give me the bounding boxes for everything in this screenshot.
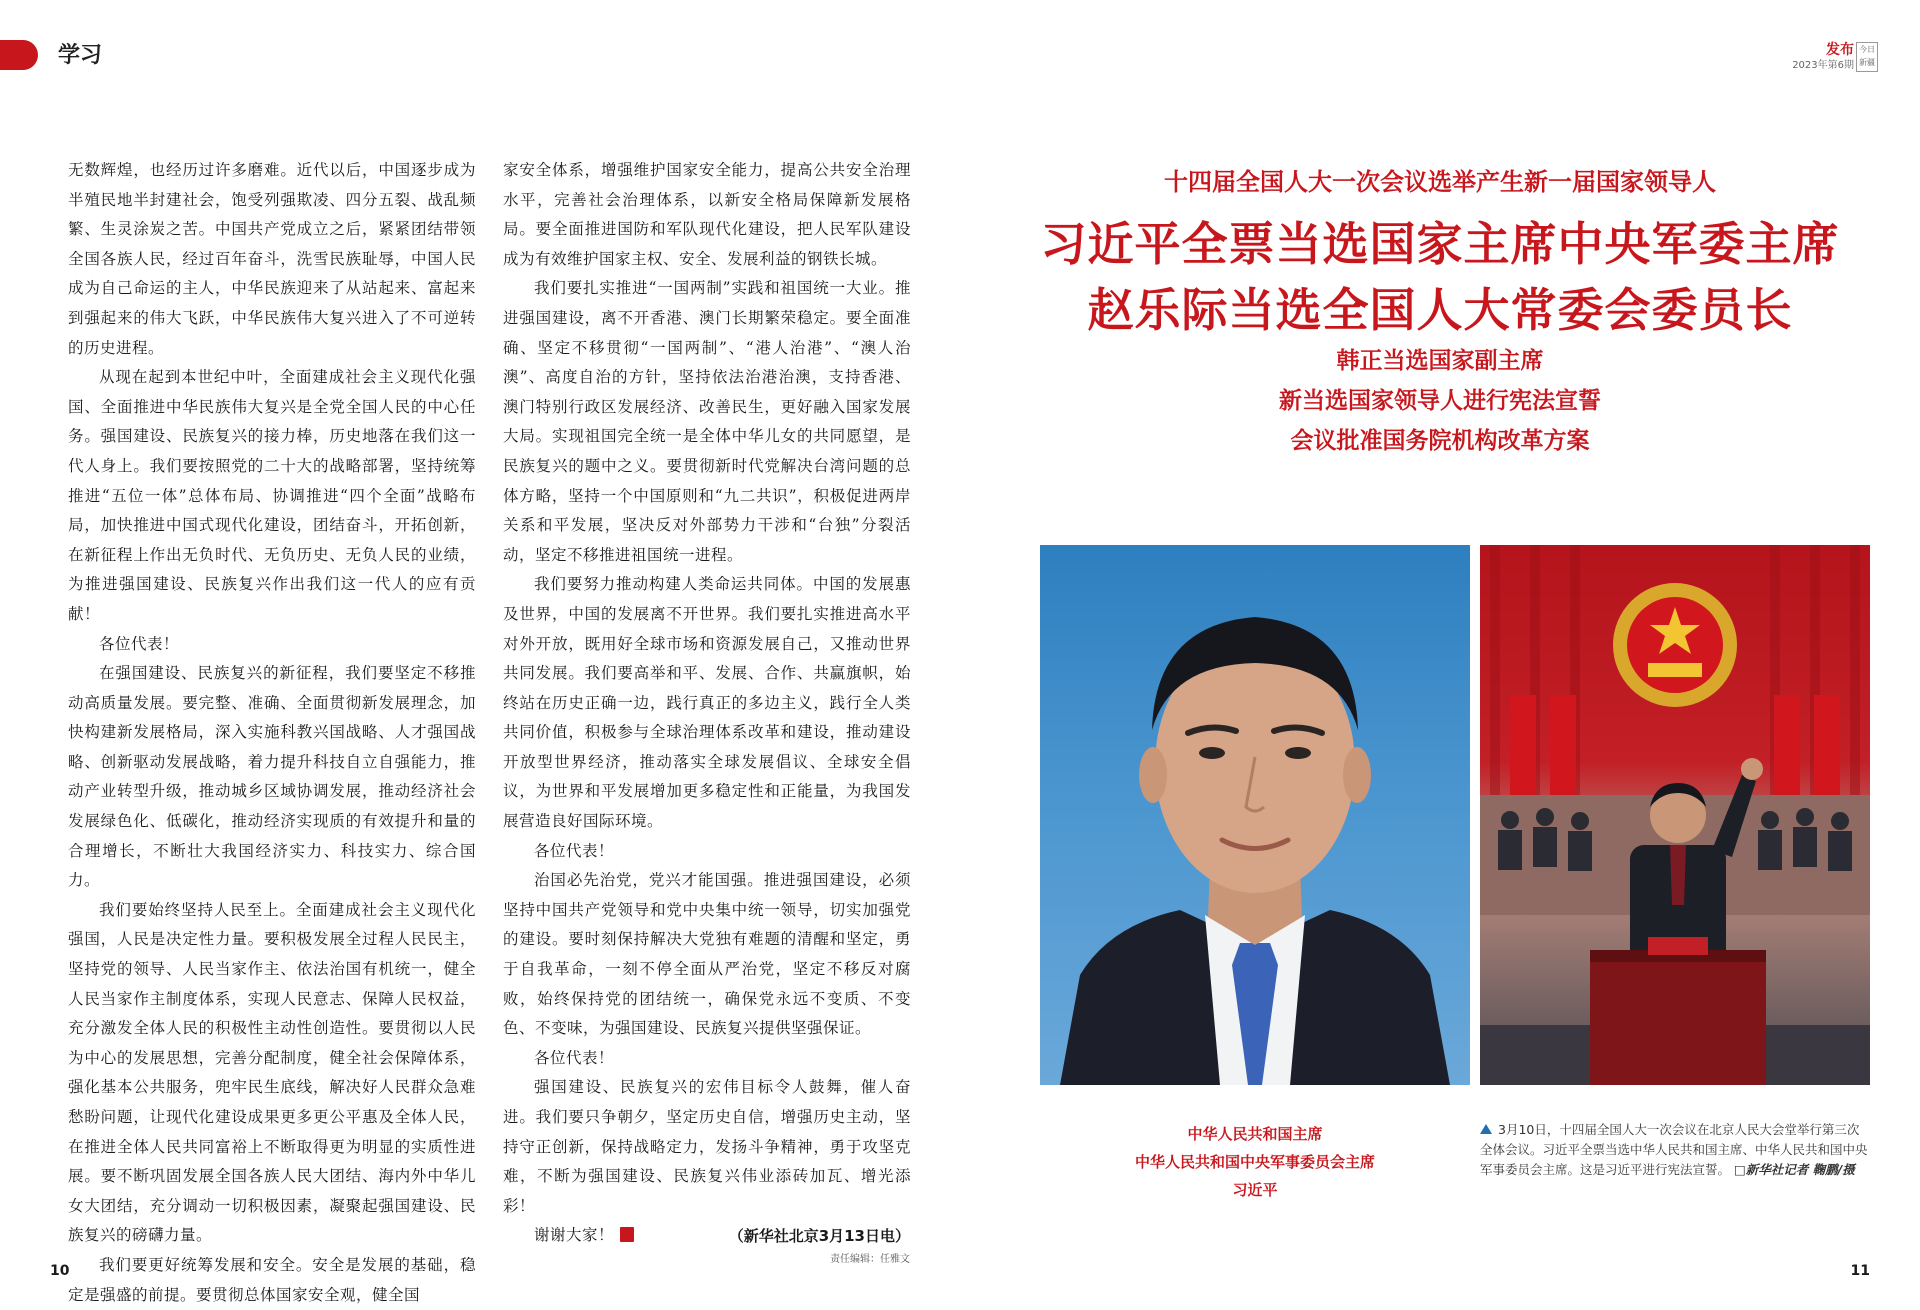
body-paragraph: 各位代表！ [99, 634, 180, 653]
headline-main-1: 习近平全票当选国家主席中央军委主席 [1040, 217, 1840, 271]
text-column-2 [503, 156, 911, 1251]
brand-box: 今日新疆 [1856, 42, 1878, 72]
right-page [960, 0, 1920, 1307]
body-paragraph: 从现在起到本世纪中叶，全面建成社会主义现代化强国、全面推进中华民族伟大复兴是全党全国人民的中心任务。强国建设、民族复兴的接力棒，历史地落在我们这一代人身上。我们要按照党的二十大的战略部署，坚持统筹推进“五位一体”总体布局、协调推进“四个全面”战略布局，加快推进中国式现代化建设，团结奋斗，开拓创新，在新征程上作出无负时代、无负历史、无负人民的业绩，为推进强国建设、民族复兴作出我们这一代人的应有贡献！ [68, 368, 476, 623]
body-paragraph: 我们要扎实推进“一国两制”实践和祖国统一大业。推进强国建设，离不开香港、澳门长期繁荣稳定。要全面准确、坚定不移贯彻“一国两制”、“港人治港”、“澳人治澳”、高度自治的方针，坚持依法治港治澳，支持香港、澳门特别行政区发展经济、改善民生，更好融入国家发展大局。实现祖国完全统一是全体中华儿女的共同愿望，是民族复兴的题中之义。要贯彻新时代党解决台湾问题的总体方略，坚持一个中国原则和“九二共识”，积极促进两岸关系和平发展，坚决反对外部势力干涉和“台独”分裂活动，坚定不移推进祖国统一进程。 [503, 279, 911, 564]
event-photo [1480, 545, 1870, 1085]
body-paragraph: 无数辉煌，也经历过许多磨难。近代以后，中国逐步成为半殖民地半封建社会，饱受列强欺凌、四分五裂、战乱频繁、生灵涂炭之苦。中国共产党成立之后，紧紧团结带领全国各族人民，经过百年奋斗，洗雪民族耻辱，中国人民成为自己命运的主人，中华民族迎来了从站起来、富起来到强起来的伟大飞跃，中华民族伟大复兴进入了不可逆转的历史进程。 [68, 161, 476, 357]
headline-main-2: 赵乐际当选全国人大常委会委员长 [1087, 283, 1793, 337]
oath-ceremony-illustration [1480, 545, 1870, 1085]
event-caption [1480, 1120, 1870, 1180]
body-paragraph: 我们要努力推动构建人类命运共同体。中国的发展惠及世界，中国的发展离不开世界。我们要扎实推进高水平对外开放，既用好全球市场和资源发展自己，又推动世界共同发展。我们要高举和平、发展、合作、共赢旗帜，始终站在历史正确一边，践行真正的多边主义，践行全人类共同价值，积极参与全球治理体系改革和建设，推动建设开放型世界经济，推动落实全球发展倡议、全球安全倡议，为世界和平发展增加更多稳定性和正能量，为我国发展营造良好国际环境。 [503, 575, 911, 831]
portrait-illustration [1040, 545, 1470, 1085]
body-paragraph: 治国必先治党，党兴才能国强。推进强国建设，必须坚持中国共产党领导和党中央集中统一领导，切实加强党的建设。要时刻保持解决大党独有难题的清醒和坚定，勇于自我革命，一刻不停全面从严治党，坚定不移反对腐败，始终保持党的团结统一，确保党永远不变质、不变色、不变味，为强国建设、民族复兴提供坚强保证。 [503, 871, 911, 1038]
issue-label: 2023年第6期 [1792, 60, 1854, 71]
portrait-caption-line-2: 中华人民共和国中央军事委员会主席 [1134, 1153, 1375, 1171]
page-number-left: 10 [50, 1263, 70, 1279]
section-tab [0, 40, 38, 70]
body-paragraph: 我们要更好统筹发展和安全。安全是发展的基础，稳定是强盛的前提。要贯彻总体国家安全观，健全国 [68, 1255, 476, 1304]
dateline: （新华社北京3月13日电） [728, 1227, 910, 1245]
headline-kicker: 十四届全国人大一次会议选举产生新一届国家领导人 [1164, 167, 1716, 196]
text-column-1 [68, 156, 476, 1310]
portrait-caption [1040, 1120, 1470, 1204]
photo-credit: □新华社记者 鞠鹏/摄 [1734, 1162, 1855, 1177]
subheadline-2: 新当选国家领导人进行宪法宣誓 [1279, 387, 1601, 414]
masthead [1792, 42, 1854, 73]
section-name: 学习 [58, 43, 103, 68]
editor-credit: 责任编辑：任雅文 [830, 1254, 910, 1265]
subheadline-3: 会议批准国务院机构改革方案 [1290, 427, 1590, 454]
body-paragraph: 我们要始终坚持人民至上。全面建成社会主义现代化强国，人民是决定性力量。要积极发展全过程人民民主，坚持党的领导、人民当家作主、依法治国有机统一，健全人民当家作主制度体系，实现人民意志、保障人民权益，充分激发全体人民的积极性主动性创造性。要贯彻以人民为中心的发展思想，完善分配制度，健全社会保障体系，强化基本公共服务，兜牢民生底线，解决好人民群众急难愁盼问题，让现代化建设成果更多更公平惠及全体人民，在推进全体人民共同富裕上不断取得更为明显的实质性进展。要不断巩固发展全国各族人民大团结、海内外中华儿女大团结，充分调动一切积极因素，凝聚起强国建设、民族复兴的磅礴力量。 [68, 900, 476, 1245]
body-paragraph: 各位代表！ [534, 841, 615, 860]
portrait-caption-line-1: 中华人民共和国主席 [1187, 1125, 1323, 1143]
national-emblem-icon [1613, 583, 1737, 707]
body-paragraph: 在强国建设、民族复兴的新征程，我们要坚定不移推动高质量发展。要完整、准确、全面贯彻新发展理念，加快构建新发展格局，深入实施科教兴国战略、人才强国战略、创新驱动发展战略，着力提升科技自立自强能力，推动产业转型升级，推动城乡区域协调发展，推动经济社会发展绿色化、低碳化，推动经济实现质的有效提升和量的合理增长，不断壮大我国经济实力、科技实力、综合国力。 [68, 664, 476, 890]
body-paragraph: 谢谢大家！ [503, 1221, 911, 1251]
event-caption-text: 3月10日，十四届全国人大一次会议在北京人民大会堂举行第三次全体会议。习近平全票当选中华人民共和国主席、中华人民共和国中央军事委员会主席。这是习近平进行宪法宣誓。 [1480, 1122, 1868, 1177]
page-number-right: 11 [1850, 1263, 1870, 1279]
portrait-photo [1040, 545, 1470, 1085]
brand-name: 发布 [1826, 42, 1854, 58]
triangle-marker-icon [1480, 1124, 1492, 1134]
left-page [0, 0, 960, 1307]
body-paragraph: 家安全体系，增强维护国家安全能力，提高公共安全治理水平，完善社会治理体系，以新安全格局保障新发展格局。要全面推进国防和军队现代化建设，把人民军队建设成为有效维护国家主权、安全、发展利益的钢铁长城。 [503, 161, 911, 268]
body-paragraph: 各位代表！ [534, 1048, 615, 1067]
portrait-caption-line-3: 习近平 [1232, 1181, 1278, 1199]
body-paragraph: 强国建设、民族复兴的宏伟目标令人鼓舞，催人奋进。我们要只争朝夕，坚定历史自信，增强历史主动，坚持守正创新，保持战略定力，发扬斗争精神，勇于攻坚克难，不断为强国建设、民族复兴伟业添砖加瓦、增光添彩！ [503, 1078, 911, 1215]
subheadline-1: 韩正当选国家副主席 [1336, 347, 1544, 374]
